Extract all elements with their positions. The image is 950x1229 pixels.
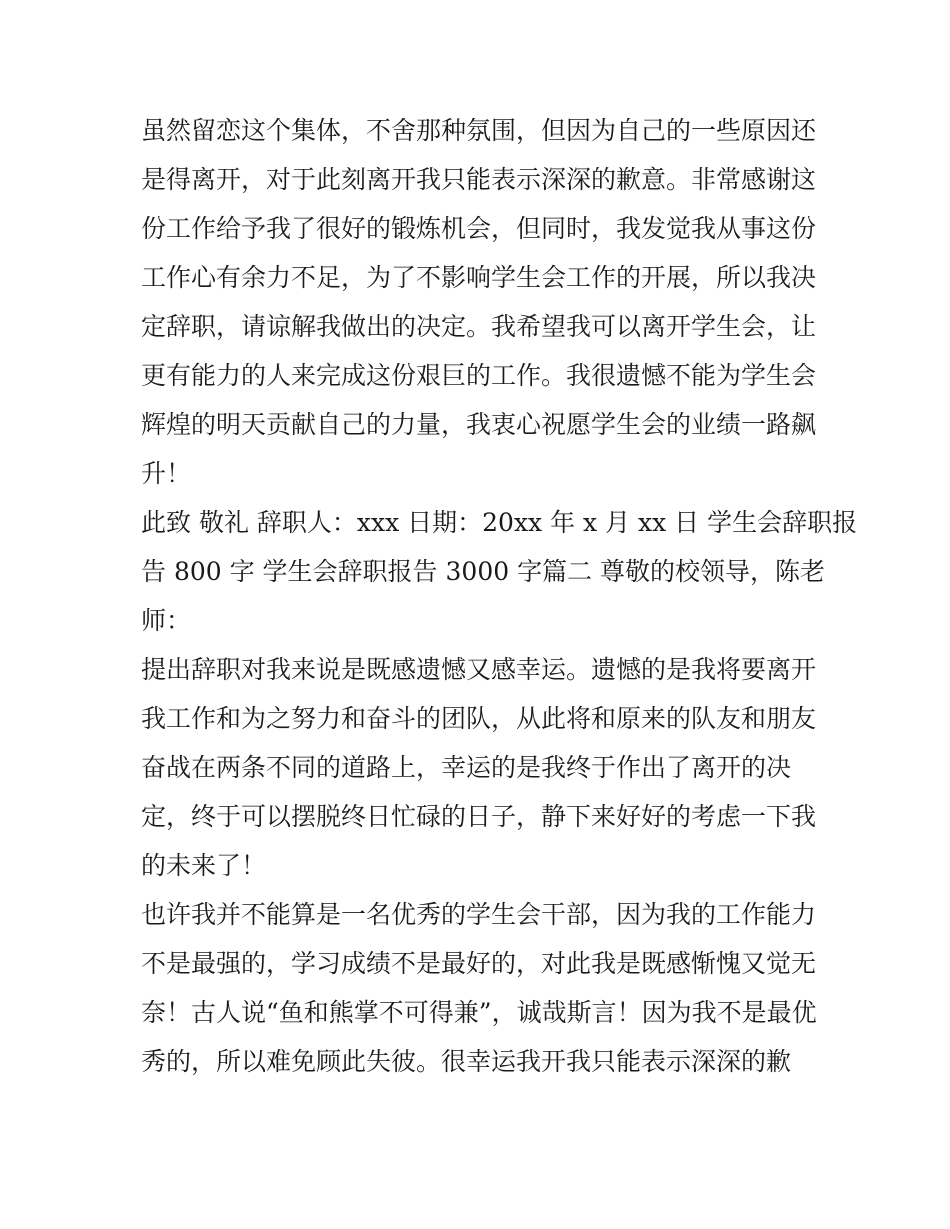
text-line: 秀的，所以难免顾此失彼。很幸运我开我只能表示深深的歉 (141, 1047, 792, 1076)
text-line: 的未来了！ (141, 851, 267, 880)
text-line: 不是最强的，学习成绩不是最好的，对此我是既感惭愧又觉无 (141, 949, 817, 978)
text-line: 奋战在两条不同的道路上，幸运的是我终于作出了离开的决 (141, 753, 792, 782)
text-line: 定辞职，请谅解我做出的决定。我希望我可以离开学生会，让 (141, 312, 817, 341)
text-line: 师： (141, 606, 192, 635)
text-line: 提出辞职对我来说是既感遗憾又感幸运。遗憾的是我将要离开 (141, 655, 817, 684)
text-line: 也许我并不能算是一名优秀的学生会干部，因为我的工作能力 (141, 900, 817, 929)
text-line: 升！ (141, 459, 192, 488)
text-line: 辉煌的明天贡献自己的力量，我衷心祝愿学生会的业绩一路飙 (141, 410, 817, 439)
text-line: 虽然留恋这个集体，不舍那种氛围，但因为自己的一些原因还 (141, 116, 817, 145)
text-line: 工作心有余力不足，为了不影响学生会工作的开展，所以我决 (141, 263, 817, 292)
text-line: 定，终于可以摆脱终日忙碌的日子，静下来好好的考虑一下我 (141, 802, 817, 831)
document-body (141, 106, 858, 1086)
text-line: 我工作和为之努力和奋斗的团队，从此将和原来的队友和朋友 (141, 704, 817, 733)
text-line: 奈！古人说“鱼和熊掌不可得兼”，诚哉斯言！因为我不是最优 (141, 998, 817, 1027)
text-line: 份工作给予我了很好的锻炼机会，但同时，我发觉我从事这份 (141, 214, 817, 243)
text-line: 告 800 字 学生会辞职报告 3000 字篇二 尊敬的校领导，陈老 (141, 557, 826, 586)
text-line: 更有能力的人来完成这份艰巨的工作。我很遗憾不能为学生会 (141, 361, 817, 390)
text-line: 此致 敬礼 辞职人：xxx 日期：20xx 年 x 月 xx 日 学生会辞职报 (141, 508, 858, 537)
text-line: 是得离开，对于此刻离开我只能表示深深的歉意。非常感谢这 (141, 165, 817, 194)
